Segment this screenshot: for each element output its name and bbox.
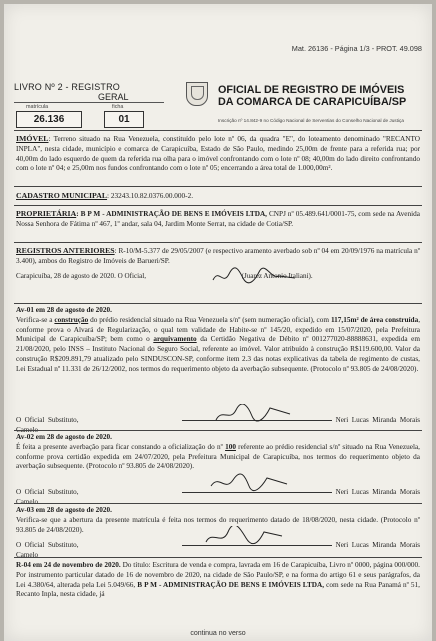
imovel-section xyxy=(16,134,420,174)
registros-label: REGISTROS ANTERIORES xyxy=(16,246,115,255)
av01-signer: O Oficial Substituto, xyxy=(16,416,79,424)
office-line-2: DA COMARCA DE CARAPICUÍBA/SP xyxy=(218,96,407,108)
av03-heading: Av-03 em 28 de agosto de 2020. xyxy=(16,506,112,514)
av01-text-3: , conforme prova o Alvará de Regularização, o qual tem validade de Habite-se nº 145/20, expedido em 15/07/2020, pela Prefeitura Municipal de Carapicuíba/SP; bem como o xyxy=(16,315,421,344)
proprietaria-text: CNPJ nº 05.489.641/0001-75, com sede na Avenida Nossa Senhora de Fátima nº 467, 1º andar, sala 04, Jardim Monte Serrat, na cidade de Cotia/SP. xyxy=(16,210,420,228)
continue-note: continua no verso xyxy=(190,630,246,637)
top-reference: Mat. 26136 - Página 1/3 - PROT. 49.098 xyxy=(291,44,422,53)
av01-bold-2: 117,15m² de área construída xyxy=(330,315,419,324)
r04-bold: B P M - ADMINISTRAÇÃO DE BENS E IMÓVEIS LTDA, xyxy=(137,580,325,589)
av01-section xyxy=(16,306,420,375)
ficha-number: 01 xyxy=(104,111,144,128)
divider-7 xyxy=(14,557,422,558)
av01-signer-name: Neri Lucas Miranda Morais Camelo xyxy=(16,416,420,434)
av02-bold-1: 100 xyxy=(225,442,236,451)
r04-text-2: com sede na Rua Panamá nº 51, Recanto Inpla, nesta cidade, já xyxy=(16,580,420,599)
office-line-1: OFICIAL DE REGISTRO DE IMÓVEIS xyxy=(218,84,405,96)
av02-signature-line xyxy=(182,492,332,493)
r04-section xyxy=(16,561,420,600)
livro-label: LIVRO Nº 2 - REGISTRO xyxy=(14,82,121,92)
registros-text: : R-10/M-5.377 de 29/05/2007 (e respectivo aramento averbado sob nº 04 em 20/09/1976 na matrícula nº 3.400), ambos do Registro de Imóveis de Barueri/SP. xyxy=(16,247,420,265)
divider-2 xyxy=(14,205,422,206)
av01-text-1: Verifica-se a xyxy=(16,315,55,324)
divider-6 xyxy=(14,503,422,504)
matricula-number: 26.136 xyxy=(16,111,82,128)
inscricao-text: Inscrição nº 14.842-9 no Código Nacional de Serventias do Conselho Nacional de Justiça xyxy=(218,118,404,123)
av01-signature-icon xyxy=(214,404,294,424)
header-divider xyxy=(14,130,422,131)
av03-signature-icon xyxy=(204,526,284,546)
av01-heading: Av-01 em 28 de agosto de 2020. xyxy=(16,306,112,314)
av03-signer: O Oficial Substituto, xyxy=(16,541,79,549)
av02-signature-icon xyxy=(209,472,289,492)
av03-signer-name: Neri Lucas Miranda Morais Camelo xyxy=(16,541,420,559)
av02-section xyxy=(16,433,420,472)
av01-bold-1: construção xyxy=(54,315,89,324)
av02-text-2: referente ao prédio residencial s/nº situado na Rua Venezuela, conforme prova certidão expedida em 24/07/2020, pela Prefeitura Municipal de Carapicuíba, nos termos do requerimento objeto da averbação subsequente. (Protocolo nº 93.805 de 24/08/2020). xyxy=(16,442,420,471)
book-header xyxy=(14,82,164,125)
av01-bold-3: arquivamento xyxy=(153,335,197,344)
r04-text-1: Do título: Escritura de venda e compra, lavrada em 16 de Carapicuíba, Livro nº 0000, página 000/000. Por instrumento particular datado de 16 de novembro de 2020, na cidade de São Paulo/SP, e na forma do artigo 61 e seus parágrafos, da Lei 4.380/64, alterada pela Lei 5.049/66, xyxy=(16,561,420,589)
divider-5 xyxy=(14,430,422,431)
office-title xyxy=(218,84,418,108)
av03-text: Verifica-se que a abertura da presente matrícula é feita nos termos do requerimento datado de 18/08/2020, nesta cidade. (Protocolo nº 93.805 de 24/08/2020). xyxy=(16,515,420,534)
coat-of-arms-icon xyxy=(186,82,208,106)
cadastro-label: CADASTRO MUNICIPAL xyxy=(16,191,108,200)
r04-heading: R-04 em 24 de novembro de 2020. xyxy=(16,561,121,569)
divider-3 xyxy=(14,242,422,243)
divider-4 xyxy=(14,303,422,304)
header-rule xyxy=(14,102,164,103)
imovel-text: : Terreno situado na Rua Venezuela, constituído pelo lote nº 06, da quadra "E", do loteamento denominado "RECANTO INPLA", nesta cidade, município e comarca de Carapicuíba, Estado de São Paulo, medindo 25,00m de frente para a referida rua; por 40,00m do lado esquerdo de quem da referida rua olha para o imóvel confrontando com o lote nº 08; 40,00m do lado direito confrontando com o lote nº 04; e 25,00m nos fundos confrontando com o lote nº 05; encerrando a área total de 1.000,00m². xyxy=(16,135,420,173)
av01-text-4: da Certidão Negativa de Débito nº 001277020-88888631, expedida em 21/08/2020, pelo INSS – Instituto Nacional do Seguro Social, referente ao imóvel. Valor atribuído à construção R$119.600,00. Valor da construção R$209.891,79 atualizado pelo SINDUSCON-SP, conforme item 2.3 das notas explicativas da tabela de regimento de custas, Lei Estadual nº 11.331 de 26/12/2002, nos termos do requerimento objeto da averbação subsequente. (Protocolo nº 93.805 de 24/08/2020). xyxy=(16,335,420,373)
imovel-label: IMÓVEL xyxy=(16,134,49,143)
opening-place-date: Carapicuíba, 28 de agosto de 2020. O Oficial, xyxy=(16,272,147,280)
cadastro-section xyxy=(16,191,420,202)
av02-signer-name: Neri Lucas Miranda Morais Camelo xyxy=(16,488,420,506)
proprietaria-name: : B P M - ADMINISTRAÇÃO DE BENS E IMÓVEIS LTDA, xyxy=(76,210,267,218)
oficial-signature-icon xyxy=(209,266,299,286)
divider-1 xyxy=(14,186,422,187)
registros-section xyxy=(16,246,420,267)
geral-label: GERAL xyxy=(98,92,129,102)
proprietaria-label: PROPRIETÁRIA xyxy=(16,209,77,218)
av02-signer: O Oficial Substituto, xyxy=(16,488,79,496)
matricula-label: matrícula xyxy=(26,104,49,110)
oficial-name: (Juarez Antonio Italiani). xyxy=(241,272,313,280)
av01-text-2: do prédio residencial situado na Rua Venezuela s/nº (sem numeração oficial), com xyxy=(88,315,331,324)
proprietaria-section xyxy=(16,209,420,230)
av02-text-1: É feita a presente averbação para ficar constando a oficialização do nº xyxy=(16,442,226,451)
cadastro-text: : 23243.10.82.0376.00.000-2. xyxy=(107,192,194,200)
document-page xyxy=(4,4,432,641)
av02-heading: Av-02 em 28 de agosto de 2020. xyxy=(16,433,112,441)
ficha-label: ficha xyxy=(112,104,124,110)
